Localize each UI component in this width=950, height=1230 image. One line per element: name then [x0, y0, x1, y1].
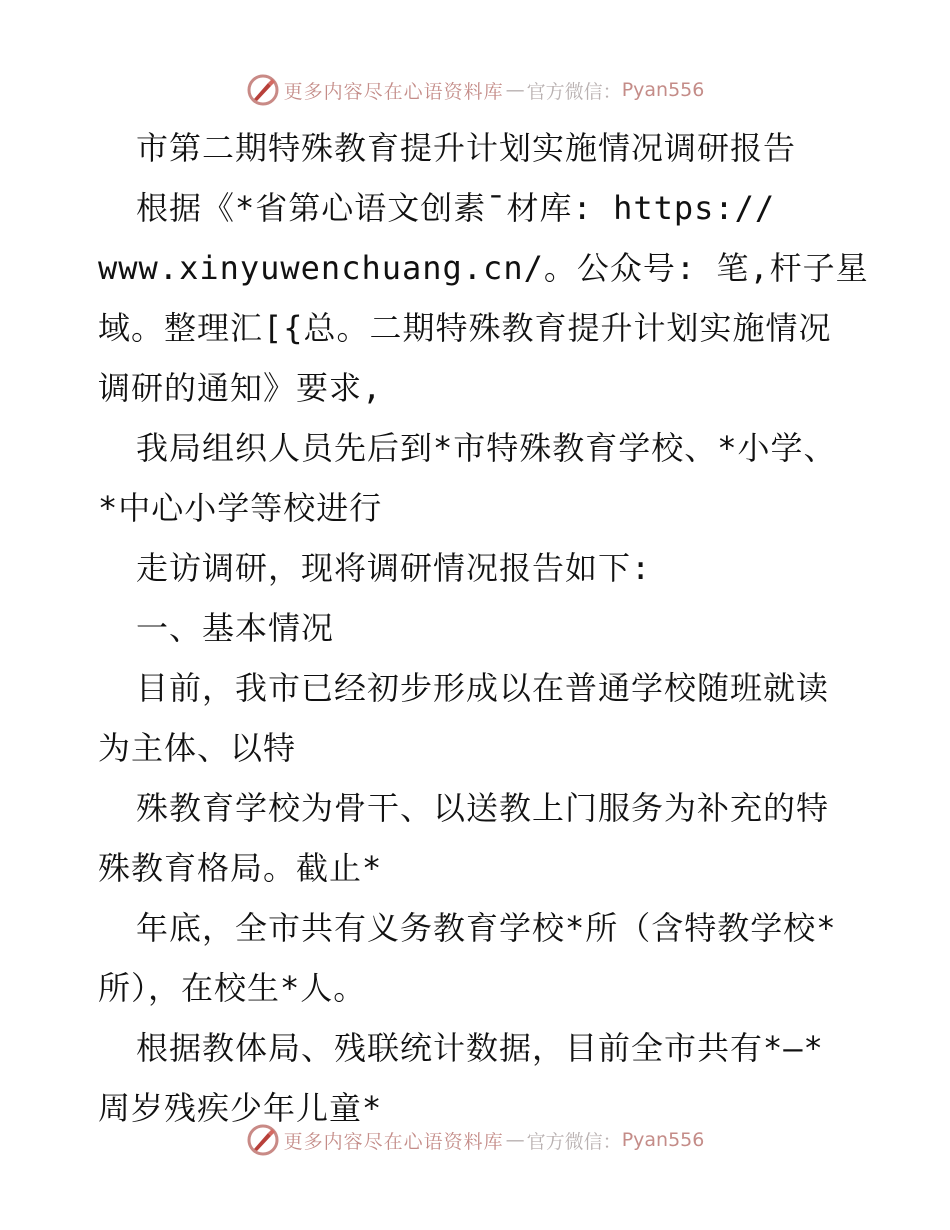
- banner-wechat-id: Pyan556: [621, 1129, 705, 1151]
- document-line: 调研的通知》要求,: [98, 369, 383, 407]
- pen-logo-icon: [246, 73, 280, 107]
- document-line: 目前，我市已经初步形成以在普通学校随班就读: [136, 669, 830, 707]
- document-line: 周岁残疾少年儿童*: [98, 1089, 383, 1127]
- document-body: [98, 118, 869, 1138]
- document-line: 根据《*省第心语文创素¯材库: https://: [136, 189, 776, 227]
- document-line: 根据教体局、残联统计数据，目前全市共有*—*: [136, 1029, 824, 1067]
- banner-dash: —: [505, 1129, 525, 1151]
- document-line: 所），在校生*人。: [98, 969, 367, 1007]
- document-line: 年底，全市共有义务教育学校*所（含特教学校*: [136, 909, 837, 947]
- banner-dash: —: [505, 79, 525, 101]
- banner-site-text: 更多内容尽在心语资料库: [283, 1130, 504, 1153]
- document-line: www.xinyuwenchuang.cn/。公众号: 笔,杆子星: [98, 249, 869, 287]
- document-line: 殊教育学校为骨干、以送教上门服务为补充的特: [136, 789, 830, 827]
- document-line: 域。整理汇[{总。二期特殊教育提升计划实施情况: [98, 309, 832, 347]
- banner-wechat-label: 官方微信：: [526, 80, 622, 103]
- banner-site-text: 更多内容尽在心语资料库: [283, 80, 504, 103]
- pen-logo-icon: [246, 1123, 280, 1157]
- document-line: 我局组织人员先后到*市特殊教育学校、*小学、: [136, 429, 837, 467]
- banner-wechat-id: Pyan556: [621, 79, 705, 101]
- document-line: 市第二期特殊教育提升计划实施情况调研报告: [136, 129, 797, 167]
- footer-watermark-banner: [0, 1120, 950, 1160]
- document-line: 一、基本情况: [136, 609, 335, 647]
- document-line: 走访调研，现将调研情况报告如下:: [136, 549, 652, 587]
- header-watermark-banner: [0, 70, 950, 110]
- document-line: 殊教育格局。截止*: [98, 849, 383, 887]
- document-line: 为主体、以特: [98, 729, 297, 767]
- banner-wechat-label: 官方微信：: [526, 1130, 622, 1153]
- document-line: *中心小学等校进行: [98, 489, 383, 527]
